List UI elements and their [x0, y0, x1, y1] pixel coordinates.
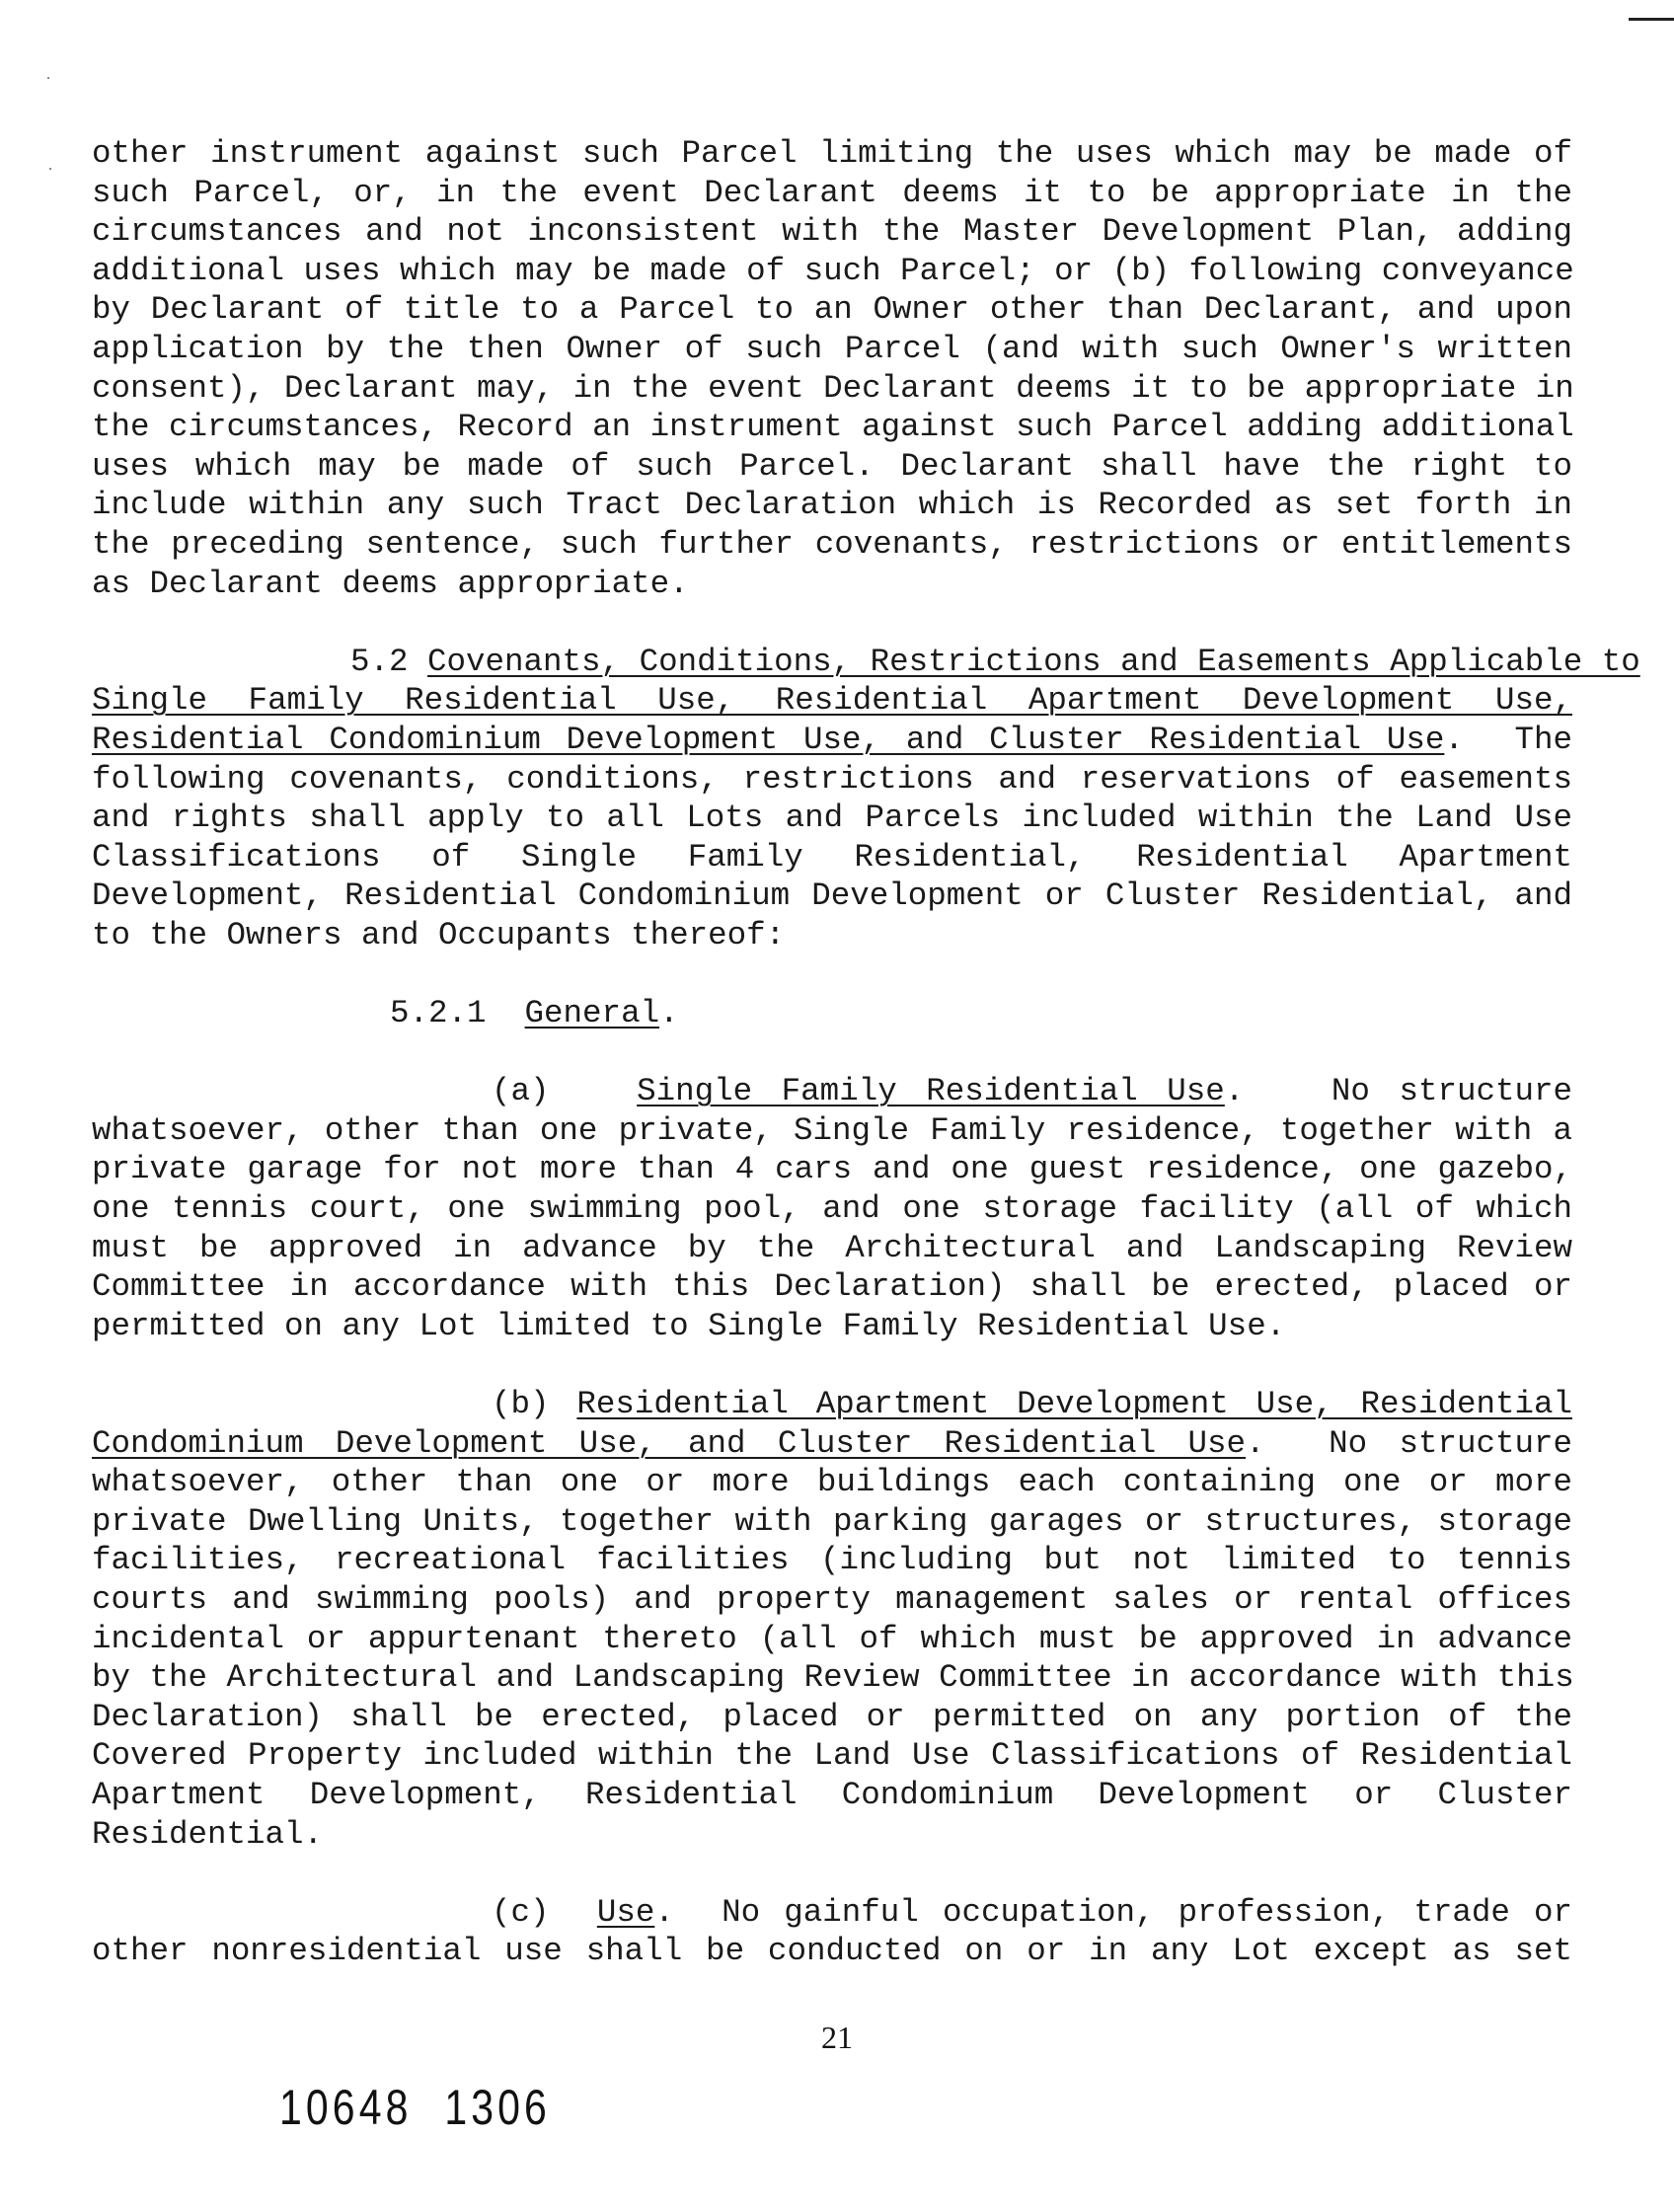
- subsection-b-body: [92, 1463, 1572, 1854]
- text-line: consent), Declarant may, in the event Declarant deems it to be appropriate in: [92, 369, 1574, 407]
- subsection-heading: Residential Apartment Development Use, Residential: [576, 1386, 1572, 1422]
- subsection-c-heading: [92, 1893, 1572, 1933]
- text-line: other instrument against such Parcel limiting the uses which may be made of: [92, 135, 1572, 172]
- subsection-c-body: [92, 1932, 1572, 1971]
- text-line: Committee in accordance with this Declaration) shall be erected, placed or: [92, 1268, 1572, 1306]
- subsection-marker: (c): [492, 1893, 550, 1931]
- text-line: by the Architectural and Landscaping Review Committee in accordance with this: [92, 1659, 1574, 1697]
- text-line: private garage for not more than 4 cars and one guest residence, one gazebo,: [92, 1151, 1572, 1188]
- subsection-heading: Condominium Development Use, and Cluster Residential Use: [92, 1424, 1247, 1462]
- text-line: other nonresidential use shall be conducted on or in any Lot except as set: [92, 1933, 1572, 1970]
- scan-speck: [47, 77, 49, 79]
- text-line: whatsoever, other than one private, Single Family residence, together with a: [92, 1111, 1572, 1149]
- text-line: circumstances and not inconsistent with the Master Development Plan, adding: [92, 213, 1572, 251]
- text-line: must be approved in advance by the Architectural and Landscaping Review: [92, 1229, 1572, 1266]
- section-5-2-heading-line-2: [92, 681, 1572, 721]
- text-line: as Declarant deems appropriate.: [92, 565, 689, 602]
- section-5-2-1-heading: [92, 994, 1572, 1033]
- text-line: following covenants, conditions, restrictions and reservations of easements: [92, 760, 1572, 798]
- stamp-book-number: 10648: [279, 2080, 413, 2135]
- text-line: Declaration) shall be erected, placed or permitted on any portion of the: [92, 1698, 1572, 1735]
- text-line: Classifications of Single Family Residential, Residential Apartment: [92, 838, 1572, 876]
- subsection-a: [92, 1072, 1572, 1345]
- section-5-2-body: [92, 760, 1572, 955]
- stamp-page-number: 1306: [444, 2080, 551, 2135]
- text-line: by Declarant of title to a Parcel to an Owner other than Declarant, and upon: [92, 291, 1572, 329]
- scan-speck: [49, 168, 51, 170]
- text-line: Covered Property included within the Land Use Classifications of Residential: [92, 1737, 1572, 1775]
- section-number: 5.2.1: [390, 995, 487, 1032]
- text-line: facilities, recreational facilities (including but not limited to tennis: [92, 1542, 1572, 1579]
- section-5-2-heading-line-3: [92, 721, 1572, 760]
- subsection-marker: (b): [492, 1386, 550, 1422]
- text-line: Development, Residential Condominium Development or Cluster Residential, and: [92, 877, 1572, 915]
- subsection-c: [92, 1893, 1572, 1971]
- text-line: Residential.: [92, 1815, 324, 1853]
- page-number: 21: [821, 2020, 853, 2055]
- section-5-2-heading-line-1: [92, 643, 1640, 682]
- section-heading-tail: . The: [1444, 721, 1572, 758]
- section-heading: Residential Condominium Development Use, and Cluster Residential Use: [92, 721, 1445, 758]
- subsection-marker: (a): [492, 1073, 550, 1110]
- text-line: additional uses which may be made of such Parcel; or (b) following conveyance: [92, 252, 1574, 289]
- text-line: the preceding sentence, such further covenants, restrictions or entitlements: [92, 525, 1572, 563]
- text-line: to the Owners and Occupants thereof:: [92, 916, 786, 953]
- subsection-heading-tail: . No structure: [1224, 1073, 1572, 1110]
- subsection-a-heading: [92, 1072, 1572, 1111]
- text-line: such Parcel, or, in the event Declarant deems it to be appropriate in the: [92, 174, 1572, 211]
- text-line: application by the then Owner of such Parcel (and with such Owner's written: [92, 330, 1572, 367]
- subsection-b-heading-line-1: [92, 1385, 1572, 1424]
- paragraph-continuation: [92, 134, 1572, 603]
- text-line: whatsoever, other than one or more buildings each containing one or more: [92, 1464, 1572, 1501]
- section-heading: General: [524, 995, 660, 1032]
- section-number: 5.2: [350, 643, 409, 680]
- subsection-heading-tail: . No gainful occupation, profession, trade or: [654, 1893, 1572, 1931]
- subsection-heading: Use: [596, 1893, 655, 1931]
- section-heading: Covenants, Conditions, Restrictions and Easements Applicable to: [427, 643, 1640, 680]
- section-5-2-1: [92, 994, 1572, 1033]
- text-line: private Dwelling Units, together with parking garages or structures, storage: [92, 1502, 1572, 1540]
- text-line: uses which may be made of such Parcel. Declarant shall have the right to: [92, 447, 1572, 485]
- section-heading: Single Family Residential Use, Residential Apartment Development Use,: [92, 682, 1572, 720]
- text-line: the circumstances, Record an instrument against such Parcel adding additional: [92, 409, 1574, 446]
- scan-edge-mark: [1629, 18, 1674, 21]
- subsection-b-heading-line-2: [92, 1424, 1572, 1464]
- text-line: include within any such Tract Declaration which is Recorded as set forth in: [92, 487, 1572, 524]
- subsection-a-body: [92, 1111, 1572, 1346]
- text-line: permitted on any Lot limited to Single Family Residential Use.: [92, 1307, 1286, 1344]
- text-line: Apartment Development, Residential Condominium Development or Cluster: [92, 1776, 1572, 1813]
- text-line: and rights shall apply to all Lots and Parcels included within the Land Use: [92, 800, 1572, 837]
- section-heading-tail: .: [659, 995, 679, 1032]
- subsection-heading-tail: . No structure: [1246, 1424, 1572, 1462]
- subsection-b: [92, 1385, 1572, 1854]
- text-line: courts and swimming pools) and property management sales or rental offices: [92, 1580, 1572, 1618]
- recording-stamp: [279, 2079, 551, 2136]
- section-5-2: [92, 643, 1640, 955]
- text-line: one tennis court, one swimming pool, and one storage facility (all of which: [92, 1190, 1572, 1228]
- text-line: incidental or appurtenant thereto (all of which must be approved in advance: [92, 1620, 1572, 1657]
- document-body: [92, 134, 1640, 1971]
- subsection-heading: Single Family Residential Use: [637, 1073, 1225, 1110]
